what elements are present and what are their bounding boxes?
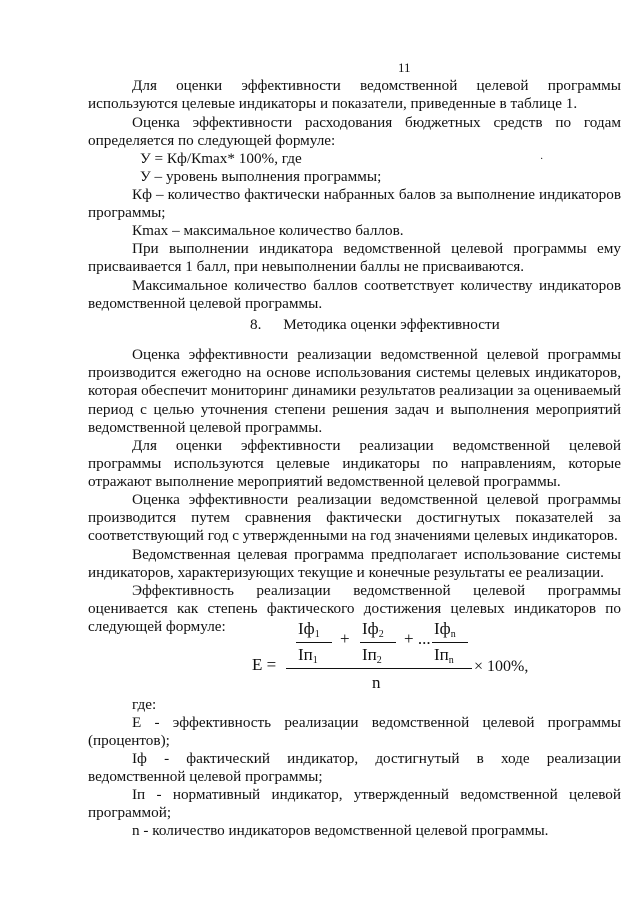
legend-n: n - количество индикаторов ведомственной целевой программы. (132, 822, 549, 839)
paragraph-indicators: Для оценки эффективности ведомственной целевой программы используются целевые индикаторы и показатели, приведенные в таблице 1. (88, 77, 621, 113)
formula-u: У = Кф/Кmax* 100%, где (140, 150, 302, 167)
definition-kf: Кф – количество фактически набранных балов за выполнение индикаторов программы; (88, 186, 621, 222)
formula-times: × 100%, (474, 658, 529, 675)
formula-n: n (372, 673, 381, 692)
section-heading (250, 316, 500, 334)
page-number: 11 (398, 60, 411, 75)
legend-ip: Iп - нормативный индикатор, утвержденный ведомственной целевой программой; (88, 786, 621, 822)
section-title: Методика оценки эффективности (283, 316, 500, 333)
fraction-bar-n (432, 642, 468, 643)
efficiency-formula (252, 619, 529, 700)
paragraph-annual-evaluation: Оценка эффективности реализации ведомственной целевой программы производится ежегодно на основе использования системы целевых индикаторов, которая обеспечит мониторинг динамики результатов реализации за оцениваемый период с целью уточнения степени решения задач и выполнения мероприятий ведомственной целевой программы. (88, 346, 621, 436)
paragraph-system: Ведомственная целевая программа предполагает использование системы индикаторов, характеризующих текущие и конечные результаты ее реализации. (88, 546, 621, 582)
paragraph-scoring: При выполнении индикатора ведомственной целевой программы ему присваивается 1 балл, при невыполнении баллы не присваиваются. (88, 240, 621, 276)
formula-num2: $Iф_2$ (362, 619, 384, 640)
formula-numn: $Iф_n$ (434, 619, 456, 640)
paragraph-comparison: Оценка эффективности реализации ведомственной целевой программы производится путем сравнения фактически достигнутых показателей за соответствующий год с утвержденными на год значениями целевых индикаторов. (88, 491, 621, 545)
section-number: 8. (250, 316, 262, 333)
paragraph-max-score: Максимальное количество баллов соответствует количеству индикаторов ведомственной целевой программы. (88, 277, 621, 313)
definition-u: У – уровень выполнения программы; (140, 168, 382, 185)
formula-plus: + (340, 629, 350, 648)
stray-mark: · (540, 154, 544, 165)
fraction-bar-main (286, 668, 472, 669)
paragraph-budget-efficiency: Оценка эффективности расходования бюджетных средств по годам определяется по следующей формуле: (88, 114, 621, 150)
formula-num1: $Iф_1$ (298, 619, 320, 640)
formula-dots: + ... (404, 629, 431, 648)
formula-den1: $Iп_1$ (298, 645, 318, 666)
fraction-bar-1 (296, 642, 332, 643)
legend-where: где: (132, 696, 157, 713)
formula-den2: $Iп_2$ (362, 645, 382, 666)
formula-lhs: E = (252, 655, 277, 674)
formula-denn: $Iп_n$ (434, 645, 454, 666)
paragraph-formula-intro: Эффективность реализации ведомственной целевой программы оценивается как степень фактического достижения целевых индикаторов по следующей формуле: (88, 582, 621, 636)
legend-e: Е - эффективность реализации ведомственной целевой программы (процентов); (88, 714, 621, 750)
fraction-bar-2 (360, 642, 396, 643)
paragraph-target-indicators: Для оценки эффективности реализации ведомственной целевой программы используются целевые индикаторы по направлениям, которые отражают выполнение мероприятий ведомственной целевой программы. (88, 437, 621, 491)
legend-if: Iф - фактический индикатор, достигнутый в ходе реализации ведомственной целевой программы; (88, 750, 621, 786)
definition-kmax: Кmax – максимальное количество баллов. (132, 222, 404, 239)
